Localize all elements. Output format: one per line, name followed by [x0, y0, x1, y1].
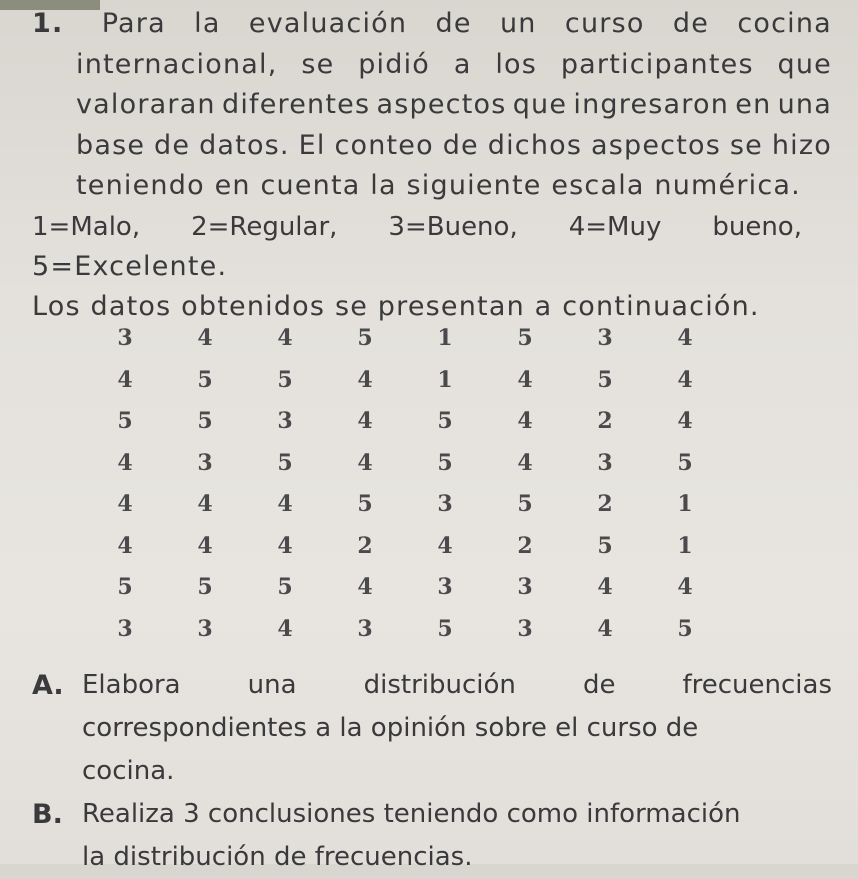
data-cell: 1 [677, 491, 693, 517]
scale-item: 1=Malo, [32, 211, 141, 242]
data-cell: 4 [517, 449, 533, 476]
data-cell: 5 [117, 574, 133, 600]
question-b [32, 793, 832, 879]
problem-statement [32, 4, 832, 328]
problem-word: de [672, 8, 710, 39]
problem-word: hizo [771, 129, 832, 161]
data-table [85, 318, 725, 650]
problem-word: se [729, 129, 763, 161]
problem-word: se [301, 48, 335, 80]
problem-word: que [777, 48, 832, 80]
data-cell: 4 [197, 325, 213, 351]
data-cell: 3 [437, 574, 453, 600]
problem-word: cocina [737, 8, 832, 39]
problem-word: aspectos [591, 129, 721, 161]
scale-item: bueno, [712, 211, 802, 242]
data-cell: 3 [117, 325, 133, 351]
data-cell: 2 [597, 408, 613, 434]
scale-item: 2=Regular, [191, 211, 338, 242]
data-cell: 3 [517, 615, 533, 642]
question-word: Realiza 3 conclusiones teniendo como información [82, 799, 741, 829]
data-cell: 4 [357, 574, 373, 600]
problem-word: a [453, 48, 472, 80]
data-cell: 3 [437, 491, 453, 517]
data-cell: 1 [677, 532, 693, 559]
problem-word: El [298, 129, 326, 161]
problem-word: en [735, 89, 772, 120]
problem-word: internacional, [76, 48, 278, 80]
problem-word: pidió [358, 48, 431, 80]
problem-line-3 [32, 85, 832, 126]
question-word: una [247, 670, 297, 700]
question-a [32, 664, 832, 793]
scale-item: 3=Bueno, [388, 211, 518, 242]
problem-word: aspectos [376, 89, 507, 120]
problem-word: de [442, 129, 479, 161]
data-cell: 4 [117, 491, 133, 517]
data-cell: 3 [197, 615, 213, 642]
question-letter: B. [32, 799, 63, 830]
data-cell: 5 [117, 408, 133, 434]
data-cell: 4 [597, 574, 613, 600]
data-cell: 4 [357, 366, 373, 393]
question-text [82, 793, 832, 879]
question-line: correspondientes a la opinión sobre el curso de [82, 713, 699, 743]
data-cell: 4 [597, 615, 613, 642]
problem-word: de [154, 129, 191, 161]
data-cell: 1 [437, 325, 453, 351]
data-cell: 5 [517, 325, 533, 351]
data-cell: 5 [517, 491, 533, 517]
data-cell: 5 [437, 408, 453, 434]
data-cell: 3 [597, 325, 613, 351]
problem-word: valoraran [76, 89, 216, 120]
data-cell: 5 [277, 574, 293, 600]
question-letter: A. [32, 670, 64, 701]
data-cell: 4 [677, 408, 693, 434]
question-line: cocina. [82, 756, 175, 786]
problem-word: ingresaron [573, 89, 730, 120]
data-cell: 3 [597, 449, 613, 476]
problem-line-2 [32, 45, 832, 86]
problem-word: de [435, 8, 472, 39]
question-word: Elabora [82, 670, 181, 700]
data-cell: 5 [677, 615, 693, 642]
question-word: de [582, 670, 616, 700]
data-cell: 4 [277, 532, 293, 559]
data-cell: 4 [437, 532, 453, 559]
data-cell: 5 [597, 366, 613, 393]
data-cell: 4 [677, 325, 693, 351]
scale-line-2: 5=Excelente. [32, 250, 228, 282]
data-cell: 4 [677, 366, 693, 393]
problem-word: diferentes [221, 89, 371, 120]
problem-word: la [194, 8, 221, 39]
question-text [82, 664, 832, 793]
data-cell: 5 [197, 408, 213, 434]
data-cell: 4 [277, 325, 293, 351]
problem-word: los [495, 48, 538, 80]
data-cell: 5 [197, 574, 213, 600]
data-cell: 3 [117, 615, 133, 642]
data-cell: 4 [277, 615, 293, 642]
data-cell: 2 [357, 532, 373, 559]
data-cell: 4 [117, 532, 133, 559]
data-cell: 5 [677, 449, 693, 476]
data-cell: 4 [117, 449, 133, 476]
problem-word: que [512, 89, 568, 120]
data-cell: 4 [117, 366, 133, 393]
data-cell: 4 [677, 574, 693, 600]
problem-line-1 [32, 4, 832, 45]
problem-word: curso [564, 8, 645, 39]
data-intro: Los datos obtenidos se presentan a continuación. [32, 291, 760, 322]
problem-number: 1. [32, 8, 64, 39]
problem-word: datos. [199, 129, 290, 161]
data-cell: 4 [197, 491, 213, 517]
problem-word: una [777, 89, 832, 120]
data-cell: 4 [277, 491, 293, 517]
problem-word: conteo [334, 129, 434, 161]
problem-word: Para [101, 8, 166, 39]
data-cell: 4 [357, 408, 373, 434]
data-cell: 5 [277, 449, 293, 476]
data-cell: 4 [357, 449, 373, 476]
data-cell: 5 [357, 491, 373, 517]
data-cell: 4 [517, 408, 533, 434]
problem-word: dichos [487, 129, 583, 161]
data-cell: 5 [437, 615, 453, 642]
problem-line-5 [32, 166, 832, 207]
data-cell: 4 [517, 366, 533, 393]
data-cell: 2 [597, 491, 613, 517]
question-line [82, 793, 832, 836]
scale-item: 4=Muy [568, 211, 662, 242]
question-word: frecuencias [682, 670, 832, 700]
data-cell: 5 [357, 325, 373, 351]
data-cell: 3 [517, 574, 533, 600]
data-cell: 4 [197, 532, 213, 559]
data-cell: 5 [277, 366, 293, 393]
data-cell: 2 [517, 532, 533, 559]
data-cell: 3 [197, 449, 213, 476]
question-word: distribución [363, 670, 516, 700]
questions [32, 664, 832, 879]
data-cell: 1 [437, 366, 453, 393]
data-cell: 3 [357, 615, 373, 642]
question-line: la distribución de frecuencias. [82, 842, 473, 872]
data-cell: 5 [197, 366, 213, 393]
data-cell: 5 [597, 532, 613, 559]
data-cell: 3 [277, 408, 293, 434]
data-cell: 5 [437, 449, 453, 476]
problem-word: un [499, 8, 537, 39]
problem-word: base [76, 129, 146, 161]
question-line [82, 664, 832, 707]
scale-line [32, 207, 832, 247]
problem-word: participantes [560, 48, 754, 80]
problem-word: evaluación [248, 8, 408, 39]
problem-word: teniendo en cuenta la siguiente escala numérica. [76, 170, 801, 201]
problem-line-4 [32, 126, 832, 167]
